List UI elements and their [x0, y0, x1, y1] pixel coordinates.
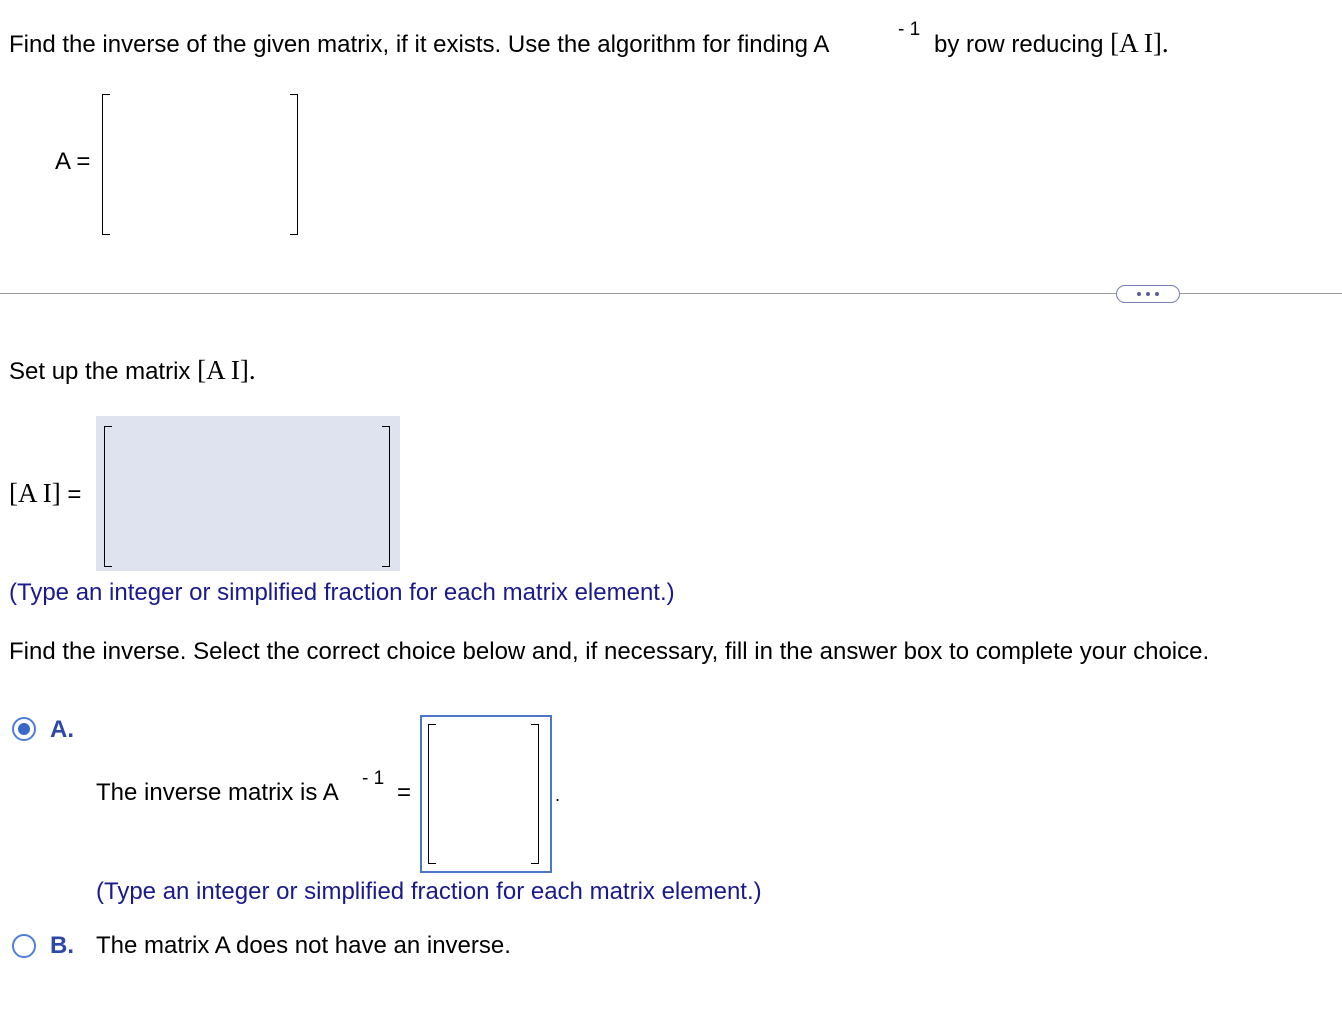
choice-a-period: . — [555, 785, 561, 805]
question-text-part2: by row reducing — [934, 31, 1111, 58]
setup-prompt-math: [A I] — [197, 355, 249, 385]
choice-b-text[interactable]: The matrix A does not have an inverse. — [96, 932, 511, 959]
augmented-label-math: [A I] — [9, 478, 61, 508]
setup-prompt-period: . — [248, 355, 256, 385]
ellipsis-icon — [1137, 292, 1141, 296]
inverse-left-bracket — [428, 724, 436, 864]
find-inverse-instruction: Find the inverse. Select the correct choice below and, if necessary, fill in the answer box to complete your choice. — [9, 638, 1210, 665]
setup-hint: (Type an integer or simplified fraction for each matrix element.) — [9, 579, 675, 606]
choice-a-equals: = — [397, 779, 412, 806]
setup-prompt-text: Set up the matrix — [9, 358, 198, 385]
question-text — [9, 33, 829, 57]
choice-b-radio[interactable] — [12, 934, 36, 958]
choice-a-hint: (Type an integer or simplified fraction for each matrix element.) — [96, 878, 762, 905]
question-text-end — [934, 30, 1169, 57]
ellipsis-icon — [1146, 292, 1150, 296]
augmented-matrix-label — [9, 480, 81, 507]
show-more-button[interactable] — [1116, 285, 1180, 303]
matrix-a-right-bracket — [290, 94, 298, 235]
choice-a-text: The inverse matrix is A — [96, 779, 339, 806]
matrix-a-label: A = — [55, 148, 91, 175]
question-period: . — [1161, 28, 1169, 58]
ellipsis-icon — [1155, 292, 1159, 296]
question-text-part1: Find the inverse of the given matrix, if it exists. Use the algorithm for finding A — [9, 31, 830, 58]
augmented-left-bracket — [104, 426, 112, 567]
inverse-right-bracket — [531, 724, 539, 864]
question-math-ai: [A I] — [1110, 28, 1162, 58]
setup-prompt — [9, 357, 256, 384]
question-superscript: - 1 — [898, 19, 921, 40]
augmented-right-bracket — [382, 426, 390, 567]
matrix-a-left-bracket — [102, 94, 110, 235]
augmented-label-equals: = — [60, 481, 82, 508]
choice-a-letter[interactable]: A. — [50, 716, 74, 743]
augmented-matrix-shade — [96, 416, 400, 571]
choice-a-superscript: - 1 — [362, 768, 385, 789]
choice-a-radio[interactable] — [12, 717, 36, 741]
choice-b-letter[interactable]: B. — [50, 932, 74, 959]
